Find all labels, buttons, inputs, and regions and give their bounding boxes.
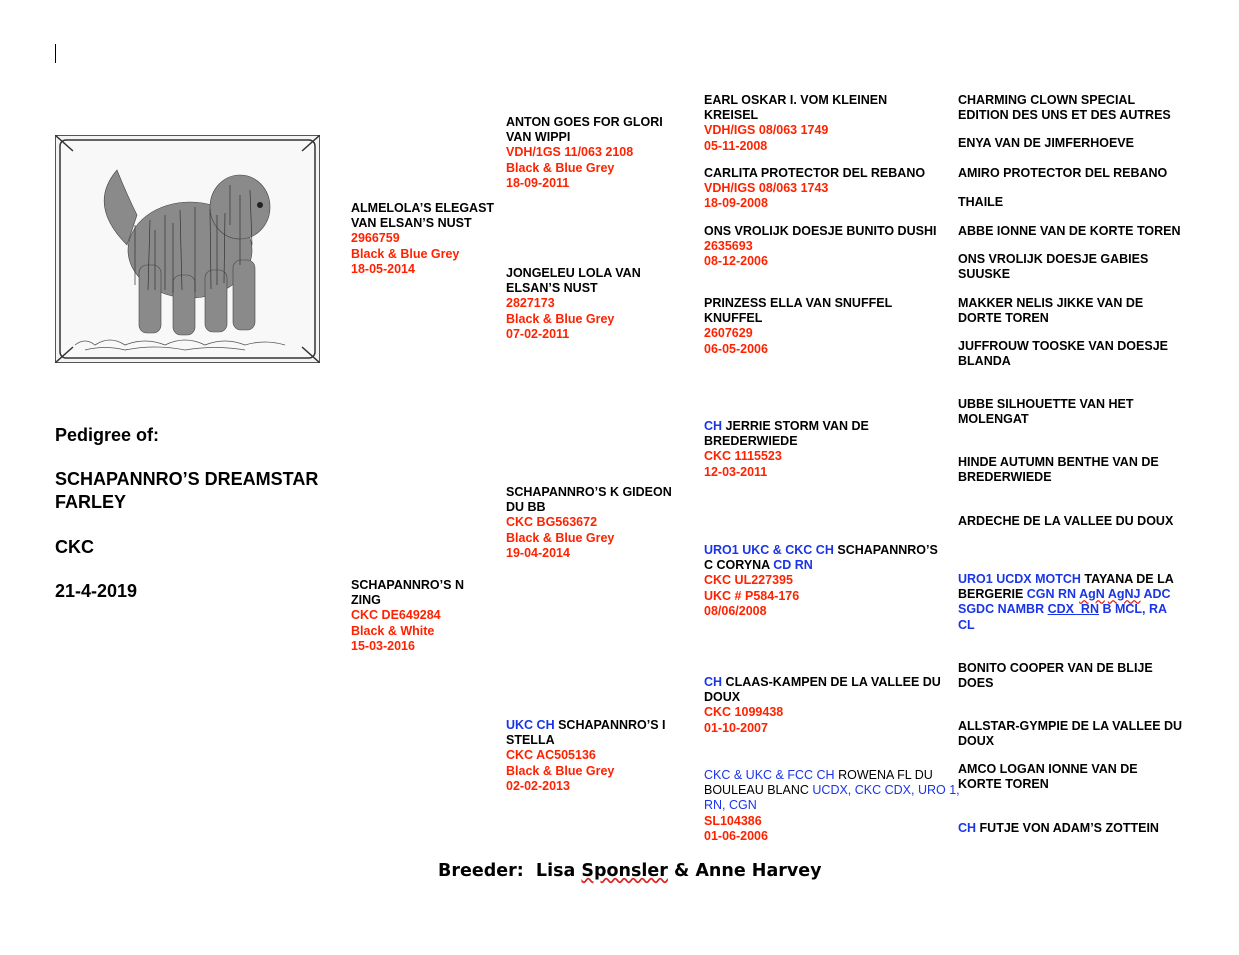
name: BREDERWIEDE: [958, 470, 1052, 485]
sire-name: ALMELOLA’S ELEGAST: [351, 201, 495, 215]
name: ELSAN’S NUST: [506, 281, 598, 296]
dob: 01-10-2007: [704, 720, 768, 735]
name: SCHAPANNRO’S I: [558, 718, 666, 732]
name: CLAAS-KAMPEN DE LA VALLEE DU: [725, 675, 941, 689]
name: ANTON GOES FOR GLORI: [506, 115, 663, 129]
gen3-ddd: [704, 768, 960, 844]
gen3-sss: [704, 93, 887, 154]
reg: CKC 1099438: [704, 705, 784, 720]
name: EARL OSKAR I. VOM KLEINEN: [704, 93, 888, 107]
name: THAILE: [958, 195, 1004, 209]
dam: [351, 578, 464, 654]
pedigree-heading: Pedigree of:: [55, 425, 160, 445]
dob: 18-09-2011: [506, 175, 570, 190]
gen4-10: [958, 455, 1159, 485]
name: MAKKER NELIS JIKKE VAN DE: [958, 296, 1144, 310]
breeder-name: Sponsler: [581, 861, 668, 881]
suffix: CDX RN: [1047, 602, 1099, 617]
gen4-2: [958, 136, 1134, 151]
gen4-1: [958, 93, 1171, 123]
name: KREISEL: [704, 108, 759, 123]
suffix: CL: [958, 617, 975, 632]
color: Black & Blue Grey: [506, 311, 615, 326]
suffix: UCDX, CKC CDX, URO 1,: [812, 783, 960, 798]
name: JERRIE STORM VAN DE: [725, 419, 869, 433]
name: CHARMING CLOWN SPECIAL: [958, 93, 1136, 107]
dob: 06-05-2006: [704, 341, 768, 356]
name: VAN WIPPI: [506, 130, 571, 145]
name: SUUSKE: [958, 267, 1011, 282]
name: SCHAPANNRO’S: [837, 543, 938, 557]
name: AMIRO PROTECTOR DEL REBANO: [958, 166, 1168, 180]
name: HINDE AUTUMN BENTHE VAN DE: [958, 455, 1159, 469]
gen4-4: [958, 195, 1003, 210]
title: CKC & UKC & FCC CH: [704, 768, 835, 782]
gen4-3: [958, 166, 1167, 181]
dog-name-line1: SCHAPANNRO’S DREAMSTAR: [55, 469, 319, 489]
name: STELLA: [506, 733, 555, 748]
dam-name: SCHAPANNRO’S N: [351, 578, 464, 592]
name: TAYANA DE LA: [1084, 572, 1174, 586]
gen3-sdd: [704, 296, 892, 357]
breeder-label: Breeder:: [438, 861, 524, 881]
name: PRINZESS ELLA VAN SNUFFEL: [704, 296, 893, 310]
reg: SL104386: [704, 813, 762, 828]
registry: CKC: [55, 537, 94, 557]
suffix: AgNJ: [1107, 587, 1141, 602]
dob: 07-02-2011: [506, 326, 570, 341]
name: BREDERWIEDE: [704, 434, 798, 449]
dob: 08-12-2006: [704, 254, 768, 269]
suffix: SGDC NAMBR: [958, 602, 1045, 617]
reg: CKC BG563672: [506, 515, 598, 530]
sire-name: VAN ELSAN’S NUST: [351, 216, 472, 231]
gen3-dss: [704, 419, 869, 480]
reg: VDH/1GS 11/063 2108: [506, 145, 634, 160]
name: MOLENGAT: [958, 412, 1029, 427]
name: BERGERIE: [958, 587, 1024, 602]
dob: 12-03-2011: [704, 464, 768, 479]
sire-color: Black & Blue Grey: [351, 246, 460, 261]
sire: [351, 201, 494, 277]
name: DU BB: [506, 500, 546, 515]
name: DOES: [958, 676, 994, 691]
name: ONS VROLIJK DOESJE GABIES: [958, 252, 1149, 266]
name: DOUX: [704, 690, 741, 705]
title: CH: [958, 821, 977, 835]
name: DOUX: [958, 734, 995, 749]
dam-dam: [506, 718, 666, 794]
gen4-16: [958, 821, 1159, 836]
reg: CKC AC505136: [506, 748, 596, 763]
gen4-6: [958, 252, 1148, 282]
dob: 02-02-2013: [506, 778, 570, 793]
name: DORTE TOREN: [958, 311, 1049, 326]
gen4-9: [958, 397, 1133, 427]
dob: 08/06/2008: [704, 603, 767, 618]
pedigree-date: 21-4-2019: [55, 581, 138, 601]
name: ROWENA FL DU: [838, 768, 933, 782]
gen4-11: [958, 514, 1173, 529]
suffix: RN, CGN: [704, 798, 757, 813]
breeder-name: Lisa: [535, 861, 576, 881]
name: ONS VROLIJK DOESJE BUNITO DUSHI: [704, 224, 937, 238]
name: ARDECHE DE LA VALLEE DU DOUX: [958, 514, 1174, 528]
dam-dob: 15-03-2016: [351, 638, 415, 653]
suffix: CD RN: [773, 558, 813, 573]
dam-color: Black & White: [351, 623, 435, 638]
gen3-sds: [704, 224, 936, 270]
name: AMCO LOGAN IONNE VAN DE: [958, 762, 1138, 776]
gen4-12: [958, 572, 1174, 633]
name: ALLSTAR-GYMPIE DE LA VALLEE DU: [958, 719, 1183, 733]
name: KNUFFEL: [704, 311, 763, 326]
reg: 2827173: [506, 296, 555, 311]
reg2: UKC # P584-176: [704, 588, 800, 603]
reg: VDH/IGS 08/063 1749: [704, 123, 829, 138]
gen4-15: [958, 762, 1138, 792]
dam-name: ZING: [351, 593, 381, 608]
reg: 2635693: [704, 239, 753, 254]
gen4-14: [958, 719, 1182, 749]
color: Black & Blue Grey: [506, 763, 615, 778]
name: ENYA VAN DE JIMFERHOEVE: [958, 136, 1134, 150]
name: FUTJE VON ADAM’S ZOTTEIN: [979, 821, 1159, 835]
dob: 05-11-2008: [704, 138, 768, 153]
gen4-8: [958, 339, 1168, 369]
title: URO1 UKC & CKC CH: [704, 543, 834, 557]
suffix: CGN RN: [1026, 587, 1077, 602]
gen3-ssd: [704, 166, 925, 212]
name: C CORYNA: [704, 558, 770, 573]
suffix: ADC: [1143, 587, 1171, 602]
sire-sire: [506, 115, 663, 191]
name: CARLITA PROTECTOR DEL REBANO: [704, 166, 926, 180]
gen4-7: [958, 296, 1143, 326]
name: BOULEAU BLANC: [704, 783, 809, 798]
title: UKC CH: [506, 718, 555, 732]
reg: VDH/IGS 08/063 1743: [704, 181, 829, 196]
color: Black & Blue Grey: [506, 160, 615, 175]
name: BLANDA: [958, 354, 1011, 369]
title: CH: [704, 675, 723, 689]
color: Black & Blue Grey: [506, 530, 615, 545]
title: CH: [704, 419, 723, 433]
name: ABBE IONNE VAN DE KORTE TOREN: [958, 224, 1181, 238]
name: EDITION DES UNS ET DES AUTRES: [958, 108, 1171, 123]
text-cursor: [55, 44, 56, 63]
name: SCHAPANNRO’S K GIDEON: [506, 485, 672, 499]
name: JONGELEU LOLA VAN: [506, 266, 641, 280]
suffix: B MCL, RA: [1102, 602, 1168, 617]
dob: 18-09-2008: [704, 196, 768, 211]
gen3-dds: [704, 675, 941, 736]
gen3-dsd: [704, 543, 938, 619]
gen4-13: [958, 661, 1153, 691]
gen4-5: [958, 224, 1180, 239]
dog-name-line2: FARLEY: [55, 492, 127, 512]
sire-reg: 2966759: [351, 231, 400, 246]
name: BONITO COOPER VAN DE BLIJE: [958, 661, 1153, 675]
name: KORTE TOREN: [958, 777, 1049, 792]
name: JUFFROUW TOOSKE VAN DOESJE: [958, 339, 1168, 353]
dam-reg: CKC DE649284: [351, 608, 441, 623]
sire-dob: 18-05-2014: [351, 261, 415, 276]
reg: CKC 1115523: [704, 449, 782, 464]
breeder-name: & Anne Harvey: [674, 861, 822, 881]
title: URO1 UCDX MOTCH: [958, 572, 1081, 586]
suffix: AgN: [1079, 587, 1105, 602]
dog-photo: [55, 135, 320, 363]
sire-dam: [506, 266, 641, 342]
dob: 01-06-2006: [704, 828, 768, 843]
reg: CKC UL227395: [704, 573, 793, 588]
dob: 19-04-2014: [506, 545, 570, 560]
dam-sire: [506, 485, 672, 561]
breeder-line: [438, 861, 822, 881]
name: UBBE SILHOUETTE VAN HET: [958, 397, 1134, 411]
reg: 2607629: [704, 326, 753, 341]
